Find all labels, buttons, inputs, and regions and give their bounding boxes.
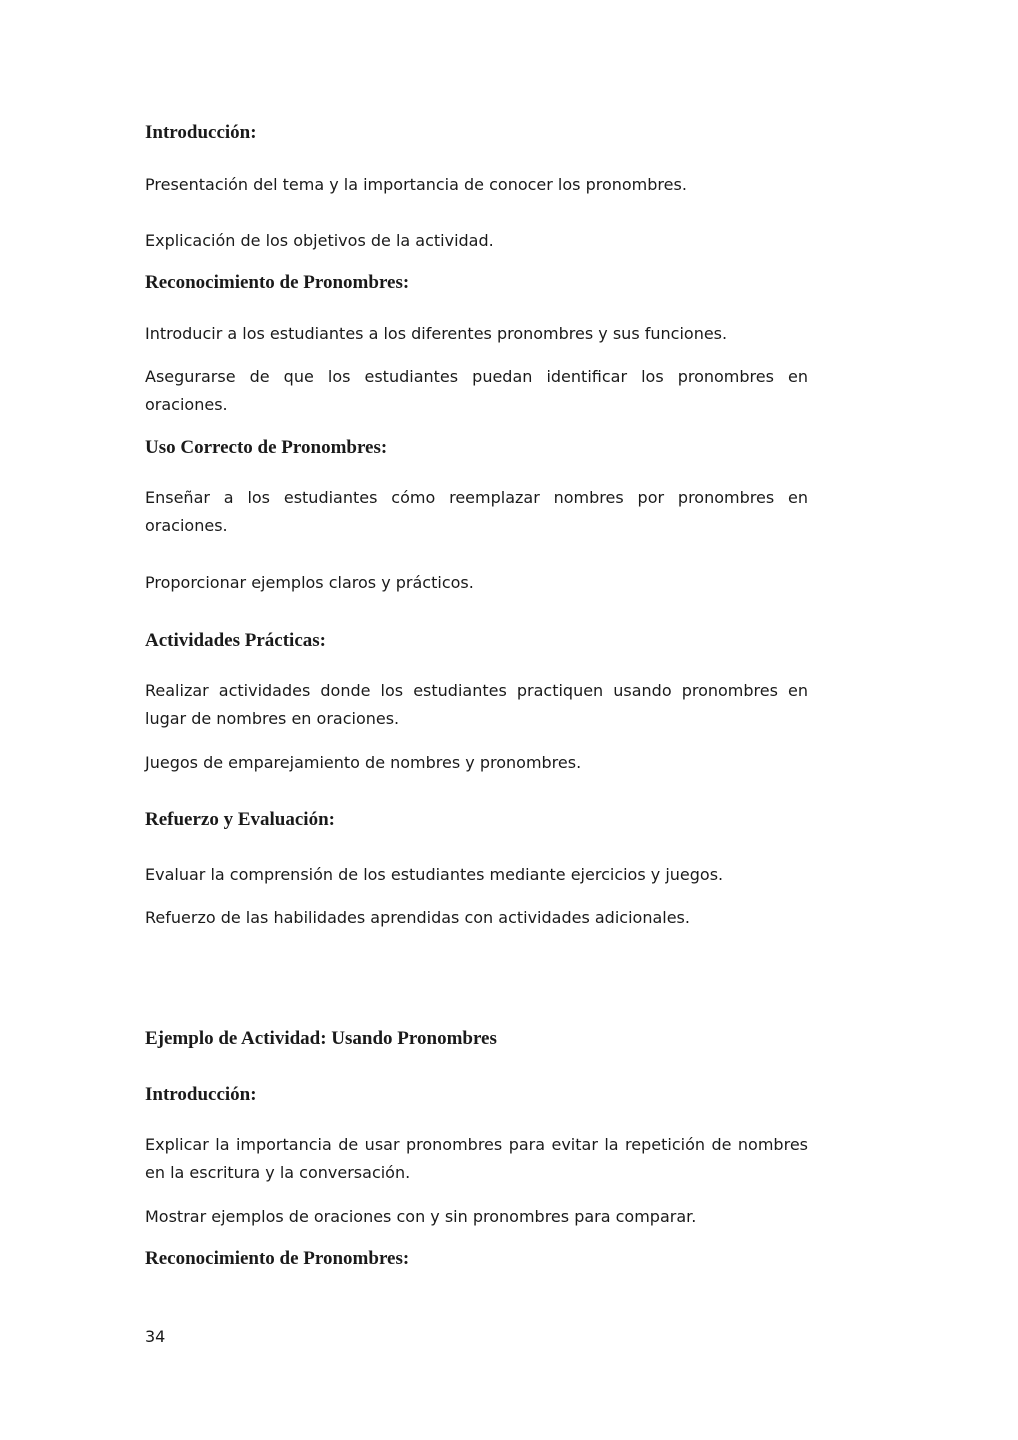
paragraph: Enseñar a los estudiantes cómo reemplazar nombres por pronombres en oraciones. [145, 488, 808, 535]
paragraph: Presentación del tema y la importancia de conocer los pronombres. [145, 175, 687, 194]
paragraph: Realizar actividades donde los estudiantes practiquen usando pronombres en lugar de nombres en oraciones. [145, 681, 808, 728]
section-heading-uso-correcto: Uso Correcto de Pronombres: [145, 437, 388, 458]
paragraph: Explicar la importancia de usar pronombres para evitar la repetición de nombres en la escritura y la conversación. [145, 1135, 808, 1182]
example-title: Ejemplo de Actividad: Usando Pronombres [145, 1028, 497, 1049]
paragraph: Asegurarse de que los estudiantes puedan identificar los pronombres en oraciones. [145, 367, 808, 414]
paragraph: Evaluar la comprensión de los estudiantes mediante ejercicios y juegos. [145, 865, 724, 884]
section-heading-introduccion-example: Introducción: [145, 1084, 257, 1105]
paragraph: Refuerzo de las habilidades aprendidas con actividades adicionales. [145, 908, 690, 927]
section-heading-actividades: Actividades Prácticas: [145, 630, 326, 651]
section-heading-reconocimiento: Reconocimiento de Pronombres: [145, 272, 410, 293]
section-heading-refuerzo: Refuerzo y Evaluación: [145, 809, 335, 830]
paragraph: Juegos de emparejamiento de nombres y pronombres. [145, 753, 582, 772]
paragraph: Proporcionar ejemplos claros y prácticos. [145, 573, 474, 592]
page-number: 34 [145, 1327, 166, 1346]
paragraph: Explicación de los objetivos de la actividad. [145, 231, 494, 250]
section-heading-introduccion: Introducción: [145, 122, 257, 143]
paragraph: Introducir a los estudiantes a los diferentes pronombres y sus funciones. [145, 324, 728, 343]
paragraph: Mostrar ejemplos de oraciones con y sin pronombres para comparar. [145, 1207, 697, 1226]
section-heading-reconocimiento-example: Reconocimiento de Pronombres: [145, 1248, 410, 1269]
